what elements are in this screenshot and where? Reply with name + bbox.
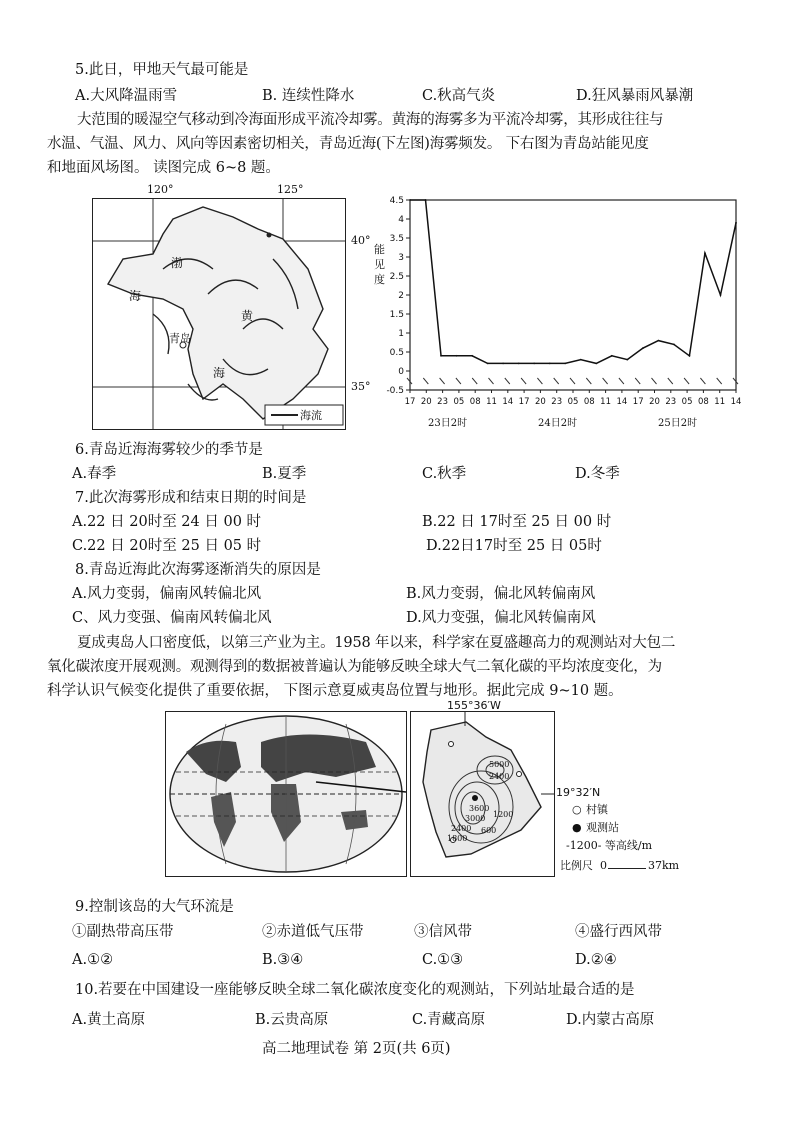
visibility-point: [425, 199, 427, 201]
contour-2400-b: 2400: [451, 824, 472, 833]
hawaii-lat-label: 19°32′N: [556, 786, 601, 799]
intro2-line2: 氧化碳浓度开展观测。观测得到的数据被普遍认为能够反映全球大气二氧化碳的平均浓度变化，为: [47, 659, 662, 675]
y-tick-label: 2.5: [389, 272, 404, 282]
hawaii-map-svg: [411, 712, 554, 876]
contour-3000: 3000: [465, 814, 486, 823]
label-huang: 黄: [241, 309, 254, 323]
hawaii-topo-map: [410, 711, 555, 877]
label-qingdao: 青岛: [169, 332, 191, 345]
wind-barb: [472, 378, 477, 384]
y-tick-label: 1.5: [389, 310, 404, 320]
contour-1200: 1200: [493, 810, 514, 819]
q8-option-c: C、风力变强、偏南风转偏北风: [72, 610, 272, 626]
visibility-chart-svg: [368, 192, 748, 432]
intro1-line2: 水温、气温、风力、风向等因素密切相关，青岛近海(下左图)海雾频发。 下右图为青岛站能见度: [47, 136, 649, 152]
q7-option-b: B.22 日 17时至 25 日 00 时: [422, 514, 612, 530]
hawaii-lon-label: 155°36′W: [447, 699, 501, 712]
contour-5000: 5000: [489, 760, 510, 769]
visibility-point: [657, 340, 659, 342]
visibility-series-line: [410, 200, 736, 363]
q10-option-b: B.云贵高原: [255, 1012, 329, 1028]
x-tick-label: 08: [583, 397, 595, 407]
q5-stem: 5.此日，甲地天气最可能是: [75, 62, 249, 78]
wind-barb: [505, 378, 510, 384]
q6-stem: 6.青岛近海海雾较少的季节是: [75, 442, 263, 458]
q9-option-d: D.②④: [575, 952, 617, 968]
q8-option-d: D.风力变强，偏北风转偏南风: [406, 610, 596, 626]
x-tick-label: 23: [437, 397, 449, 407]
x-tick-label: 17: [404, 397, 416, 407]
x-tick-label: 17: [632, 397, 644, 407]
q9-item-4: ④盛行西风带: [575, 924, 662, 940]
intro1-line3: 和地面风场图。 读图完成 6~8 题。: [47, 160, 280, 176]
scale-value: 37km: [648, 859, 680, 872]
visibility-point: [549, 363, 551, 365]
q6-option-a: A.春季: [72, 466, 117, 482]
visibility-point: [626, 359, 628, 361]
visibility-point: [518, 363, 520, 365]
visibility-point: [704, 252, 706, 254]
lat-label-40: 40°: [351, 234, 371, 247]
date-label-25: 25日2时: [658, 418, 698, 429]
wind-barb: [570, 378, 575, 384]
y-tick-label: 3: [398, 253, 404, 263]
x-tick-label: 14: [730, 397, 742, 407]
visibility-ylabel: 能见度: [374, 243, 385, 286]
q10-option-c: C.青藏高原: [412, 1012, 486, 1028]
scale-label: 比例尺: [560, 859, 593, 872]
visibility-point: [487, 363, 489, 365]
q9-option-c: C.①③: [422, 952, 464, 968]
qingdao-sea-map: [92, 183, 371, 430]
visibility-point: [689, 355, 691, 357]
q7-option-d: D.22日17时至 25 日 05时: [426, 538, 602, 554]
qingdao-map-svg: [93, 199, 345, 429]
y-tick-label: 0.5: [389, 348, 404, 358]
wind-barb: [700, 378, 705, 384]
legend-contour: -1200- 等高线/m: [566, 839, 653, 852]
wind-barb: [456, 378, 461, 384]
wind-barb: [537, 378, 542, 384]
visibility-point: [642, 347, 644, 349]
intro2-line3: 科学认识气候变化提供了重要依据， 下图示意夏威夷岛位置与地形。据此完成 9~10 题。: [47, 683, 623, 699]
q9-item-1: ①副热带高压带: [72, 924, 174, 940]
x-tick-label: 14: [616, 397, 628, 407]
q10-stem: 10.若要在中国建设一座能够反映全球二氧化碳浓度变化的观测站，下列站址最合适的是: [75, 982, 635, 998]
wind-barb: [635, 378, 640, 384]
wind-barb: [489, 378, 494, 384]
q7-option-a: A.22 日 20时至 24 日 00 时: [72, 514, 262, 530]
q9-item-2: ②赤道低气压带: [262, 924, 364, 940]
visibility-point: [440, 355, 442, 357]
x-tick-label: 20: [420, 397, 432, 407]
wind-barb: [586, 378, 591, 384]
legend-village-symbol: ○: [572, 803, 582, 816]
q9-item-3: ③信风带: [414, 924, 472, 940]
wind-barb: [619, 378, 624, 384]
label-hai-1: 海: [129, 289, 142, 303]
wind-barb: [521, 378, 526, 384]
label-hai-2: 海: [213, 366, 226, 380]
page-footer: 高二地理试卷 第 2页(共 6页): [262, 1041, 451, 1057]
x-tick-label: 20: [649, 397, 660, 407]
x-tick-label: 11: [486, 397, 497, 407]
contour-1800: 1800: [447, 834, 468, 843]
x-tick-label: 14: [502, 397, 514, 407]
q10-option-d: D.内蒙古高原: [566, 1012, 655, 1028]
x-tick-label: 11: [714, 397, 726, 407]
visibility-point: [720, 294, 722, 296]
q5-option-d: D.狂风暴雨风暴潮: [576, 88, 694, 104]
world-map: [165, 711, 407, 877]
wind-barb: [684, 378, 689, 384]
q9-option-a: A.①②: [72, 952, 114, 968]
q7-stem: 7.此次海雾形成和结束日期的时间是: [75, 490, 307, 506]
q7-option-c: C.22 日 20时至 25 日 05 时: [72, 538, 262, 554]
q9-option-b: B.③④: [262, 952, 304, 968]
scale-bar: [608, 868, 646, 869]
q5-option-a: A.大风降温雨雪: [75, 88, 178, 104]
y-tick-label: -0.5: [386, 386, 404, 396]
wind-barb: [423, 378, 428, 384]
wind-barb: [668, 378, 673, 384]
date-label-24: 24日2时: [538, 418, 578, 429]
visibility-point: [502, 363, 504, 365]
visibility-point: [611, 355, 613, 357]
contour-3600: 3600: [469, 804, 490, 813]
visibility-point: [409, 199, 411, 201]
x-tick-label: 20: [534, 397, 546, 407]
x-tick-label: 05: [567, 397, 579, 407]
visibility-point: [595, 363, 597, 365]
legend-station: 观测站: [586, 821, 619, 834]
q6-option-d: D.冬季: [575, 466, 620, 482]
lon-label-125: 125°: [277, 183, 304, 196]
x-tick-label: 05: [681, 397, 693, 407]
visibility-point: [456, 355, 458, 357]
x-tick-label: 08: [697, 397, 709, 407]
wind-barb: [652, 378, 657, 384]
visibility-point: [673, 344, 675, 346]
visibility-chart: [368, 192, 748, 432]
label-bo: 渤: [171, 256, 184, 270]
y-tick-label: 4: [398, 215, 404, 225]
y-tick-label: 0: [398, 367, 404, 377]
visibility-point: [533, 363, 535, 365]
legend-current: 海流: [300, 409, 322, 422]
q8-option-a: A.风力变弱，偏南风转偏北风: [72, 586, 262, 602]
q8-stem: 8.青岛近海此次海雾逐渐消失的原因是: [75, 562, 321, 578]
y-tick-label: 4.5: [389, 196, 404, 206]
visibility-point: [564, 363, 566, 365]
q5-option-c: C.秋高气炎: [422, 88, 496, 104]
intro1-line1: 大范围的暖湿空气移动到冷海面形成平流冷却雾。黄海的海雾多为平流冷却雾，其形成往往与: [77, 112, 664, 128]
q8-option-b: B.风力变弱，偏北风转偏南风: [406, 586, 596, 602]
lon-label-120: 120°: [147, 183, 174, 196]
q6-option-c: C.秋季: [422, 466, 467, 482]
date-label-23: 23日2时: [428, 418, 468, 429]
x-tick-label: 08: [469, 397, 481, 407]
q9-stem: 9.控制该岛的大气环流是: [75, 899, 234, 915]
contour-2400-a: 2400: [489, 772, 510, 781]
x-tick-label: 05: [453, 397, 465, 407]
x-tick-label: 11: [600, 397, 612, 407]
y-tick-label: 2: [398, 291, 404, 301]
y-tick-label: 1: [398, 329, 404, 339]
wind-barb: [603, 378, 608, 384]
visibility-point: [580, 359, 582, 361]
world-map-svg: [166, 712, 406, 876]
intro2-line1: 夏成夷岛人口密度低，以第三产业为主。1958 年以来，科学家在夏盛趣高力的观测站对大包二: [77, 635, 676, 651]
x-tick-label: 23: [551, 397, 563, 407]
wind-barb: [440, 378, 445, 384]
y-tick-label: 3.5: [389, 234, 404, 244]
visibility-point: [471, 355, 473, 357]
contour-600: 600: [481, 826, 497, 835]
wind-barb: [554, 378, 559, 384]
q10-option-a: A.黄土高原: [72, 1012, 146, 1028]
lat-label-35: 35°: [351, 380, 371, 393]
q6-option-b: B.夏季: [262, 466, 307, 482]
legend-village: 村镇: [586, 803, 608, 816]
wind-barb: [717, 378, 722, 384]
x-tick-label: 17: [518, 397, 530, 407]
visibility-point: [735, 222, 737, 224]
scale-zero: 0: [600, 859, 607, 872]
q5-option-b: B. 连续性降水: [262, 88, 355, 104]
legend-station-symbol: ●: [572, 821, 582, 834]
x-tick-label: 23: [665, 397, 677, 407]
